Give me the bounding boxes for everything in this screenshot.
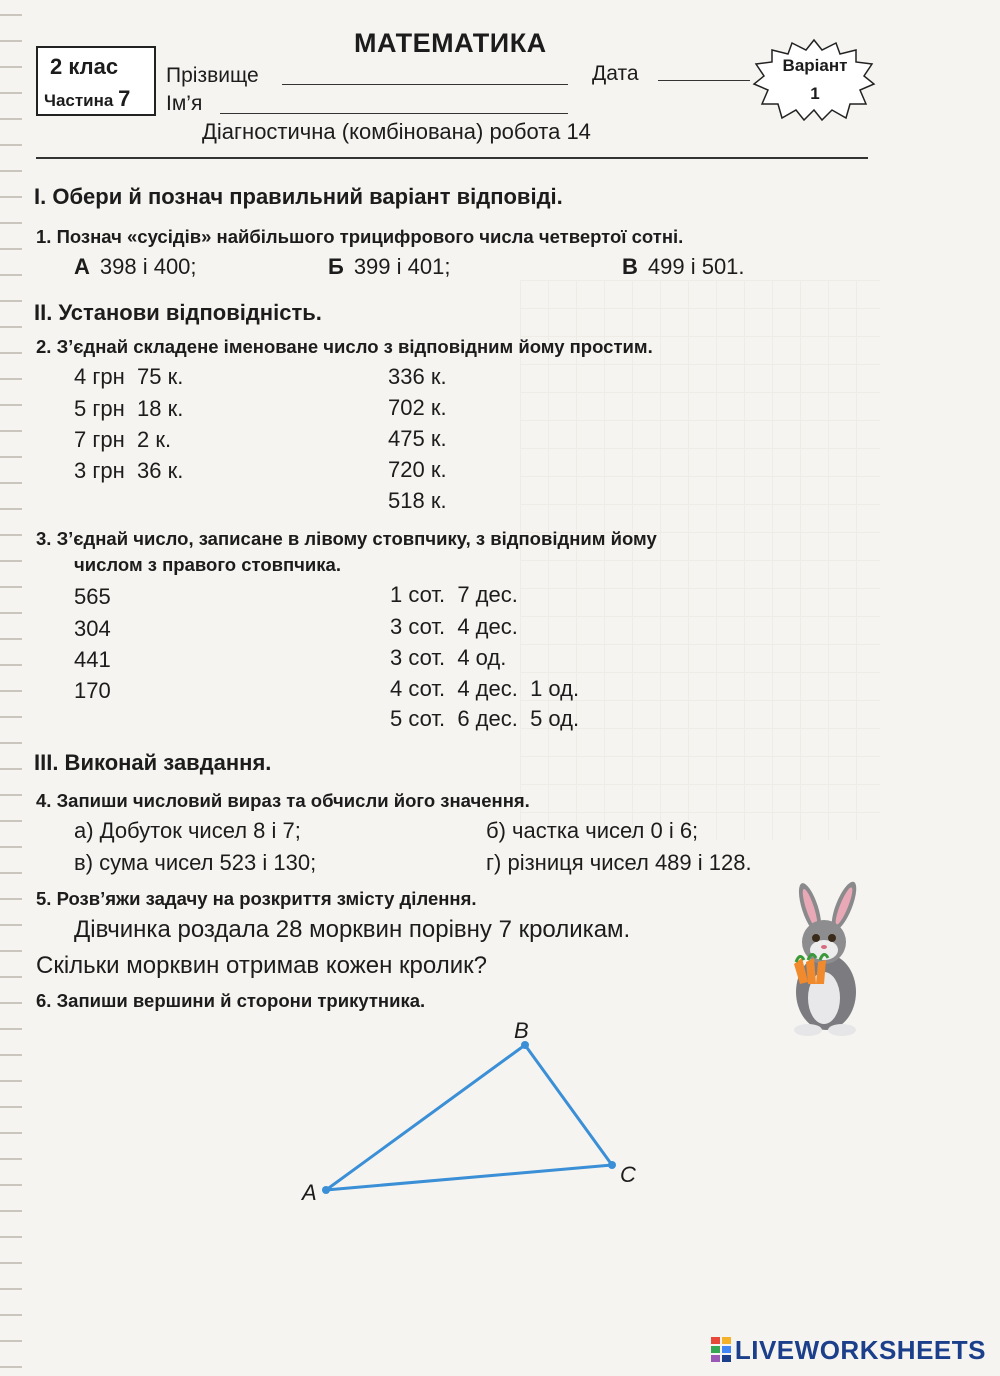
vertex-b-label: B: [514, 1018, 529, 1043]
task-2-right-item[interactable]: 336 к.: [388, 364, 447, 389]
vertex-a-point: [322, 1186, 330, 1194]
task-2-text: 2. З’єднай складене іменоване число з відповідним йому простим.: [36, 336, 653, 357]
vertex-c-label: C: [620, 1162, 636, 1187]
task-2-right-item[interactable]: 518 к.: [388, 488, 447, 513]
section-2-heading: ІІ. Установи відповідність.: [34, 300, 322, 325]
variant-label: Варіант: [782, 56, 848, 75]
side-bc: [525, 1045, 612, 1165]
variant-number: 1: [810, 84, 820, 103]
task-3-right-item[interactable]: 5 сот. 6 дес. 5 од.: [390, 706, 580, 731]
task-4-text: 4. Запиши числовий вираз та обчисли його значення.: [36, 790, 530, 811]
part-label: Частина 7: [44, 86, 131, 111]
task-2-left-item[interactable]: 4 грн 75 к.: [74, 364, 184, 389]
work-title: Діагностична (комбінована) робота 14: [202, 119, 591, 144]
task-3-left-item[interactable]: 304: [74, 616, 111, 641]
task-5-problem-line2: Скільки морквин отримав кожен кролик?: [36, 952, 487, 979]
section-1-heading: І. Обери й познач правильний варіант відповіді.: [34, 184, 563, 209]
name-label: Ім’я: [166, 92, 203, 115]
surname-label: Прізвище: [166, 64, 259, 87]
task-3-left-item[interactable]: 565: [74, 584, 111, 609]
task-1-option-c[interactable]: В 499 і 501.: [622, 254, 745, 279]
task-3-text-line1: 3. З’єднай число, записане в лівому стовпчику, з відповідним йому: [36, 528, 657, 549]
task-3-right-item[interactable]: 3 сот. 4 дес.: [390, 614, 518, 639]
subject-title: МАТЕМАТИКА: [354, 28, 547, 58]
name-field[interactable]: [220, 113, 568, 114]
task-3-right-item[interactable]: 1 сот. 7 дес.: [390, 582, 518, 607]
task-4-item-b: б) частка чисел 0 і 6;: [486, 818, 699, 843]
task-2-right-item[interactable]: 702 к.: [388, 395, 447, 420]
triangle-figure: [290, 1010, 650, 1210]
grade-badge: [36, 46, 156, 116]
task-2-right-item[interactable]: 720 к.: [388, 457, 447, 482]
grade-label: 2 клас: [50, 54, 119, 79]
side-ab: [326, 1045, 525, 1190]
task-3-text-line2: числом з правого стовпчика.: [74, 554, 341, 575]
liveworksheets-logo-icon: [711, 1337, 731, 1363]
task-1-text: 1. Познач «сусідів» найбільшого трицифрового числа четвертої сотні.: [36, 226, 684, 247]
variant-star-badge: [752, 38, 876, 122]
task-6-text: 6. Запиши вершини й сторони трикутника.: [36, 990, 426, 1011]
task-1-option-a[interactable]: А 398 і 400;: [74, 254, 197, 279]
bleed-through-grid: [520, 280, 880, 840]
task-5-problem-line1: Дівчинка роздала 28 морквин порівну 7 кроликам.: [74, 916, 631, 943]
vertex-a-label: A: [302, 1180, 317, 1205]
task-3-right-item[interactable]: 4 сот. 4 дес. 1 од.: [390, 676, 580, 701]
task-2-left-item[interactable]: 3 грн 36 к.: [74, 458, 184, 483]
bunny-illustration: [780, 880, 876, 1040]
header-divider: [36, 157, 868, 159]
spiral-binding-edge: [0, 0, 22, 1376]
task-2-left-item[interactable]: 5 грн 18 к.: [74, 396, 184, 421]
date-label: Дата: [592, 62, 639, 85]
task-4-item-d: г) різниця чисел 489 і 128.: [486, 850, 752, 875]
task-2-right-item[interactable]: 475 к.: [388, 426, 447, 451]
task-4-item-a: а) Добуток чисел 8 і 7;: [74, 818, 301, 843]
task-5-text: 5. Розв’яжи задачу на розкриття змісту ділення.: [36, 888, 477, 909]
date-field[interactable]: [658, 80, 750, 81]
surname-field[interactable]: [282, 84, 568, 85]
task-3-right-item[interactable]: 3 сот. 4 од.: [390, 645, 507, 670]
section-3-heading: ІІІ. Виконай завдання.: [34, 750, 272, 775]
vertex-c-point: [608, 1161, 616, 1169]
task-2-left-item[interactable]: 7 грн 2 к.: [74, 427, 172, 452]
task-1-option-b[interactable]: Б 399 і 401;: [328, 254, 451, 279]
task-4-item-c: в) сума чисел 523 і 130;: [74, 850, 317, 875]
side-ac: [326, 1165, 612, 1190]
task-3-left-item[interactable]: 441: [74, 647, 111, 672]
liveworksheets-watermark: LIVEWORKSHEETS: [711, 1335, 986, 1366]
task-3-left-item[interactable]: 170: [74, 678, 111, 703]
